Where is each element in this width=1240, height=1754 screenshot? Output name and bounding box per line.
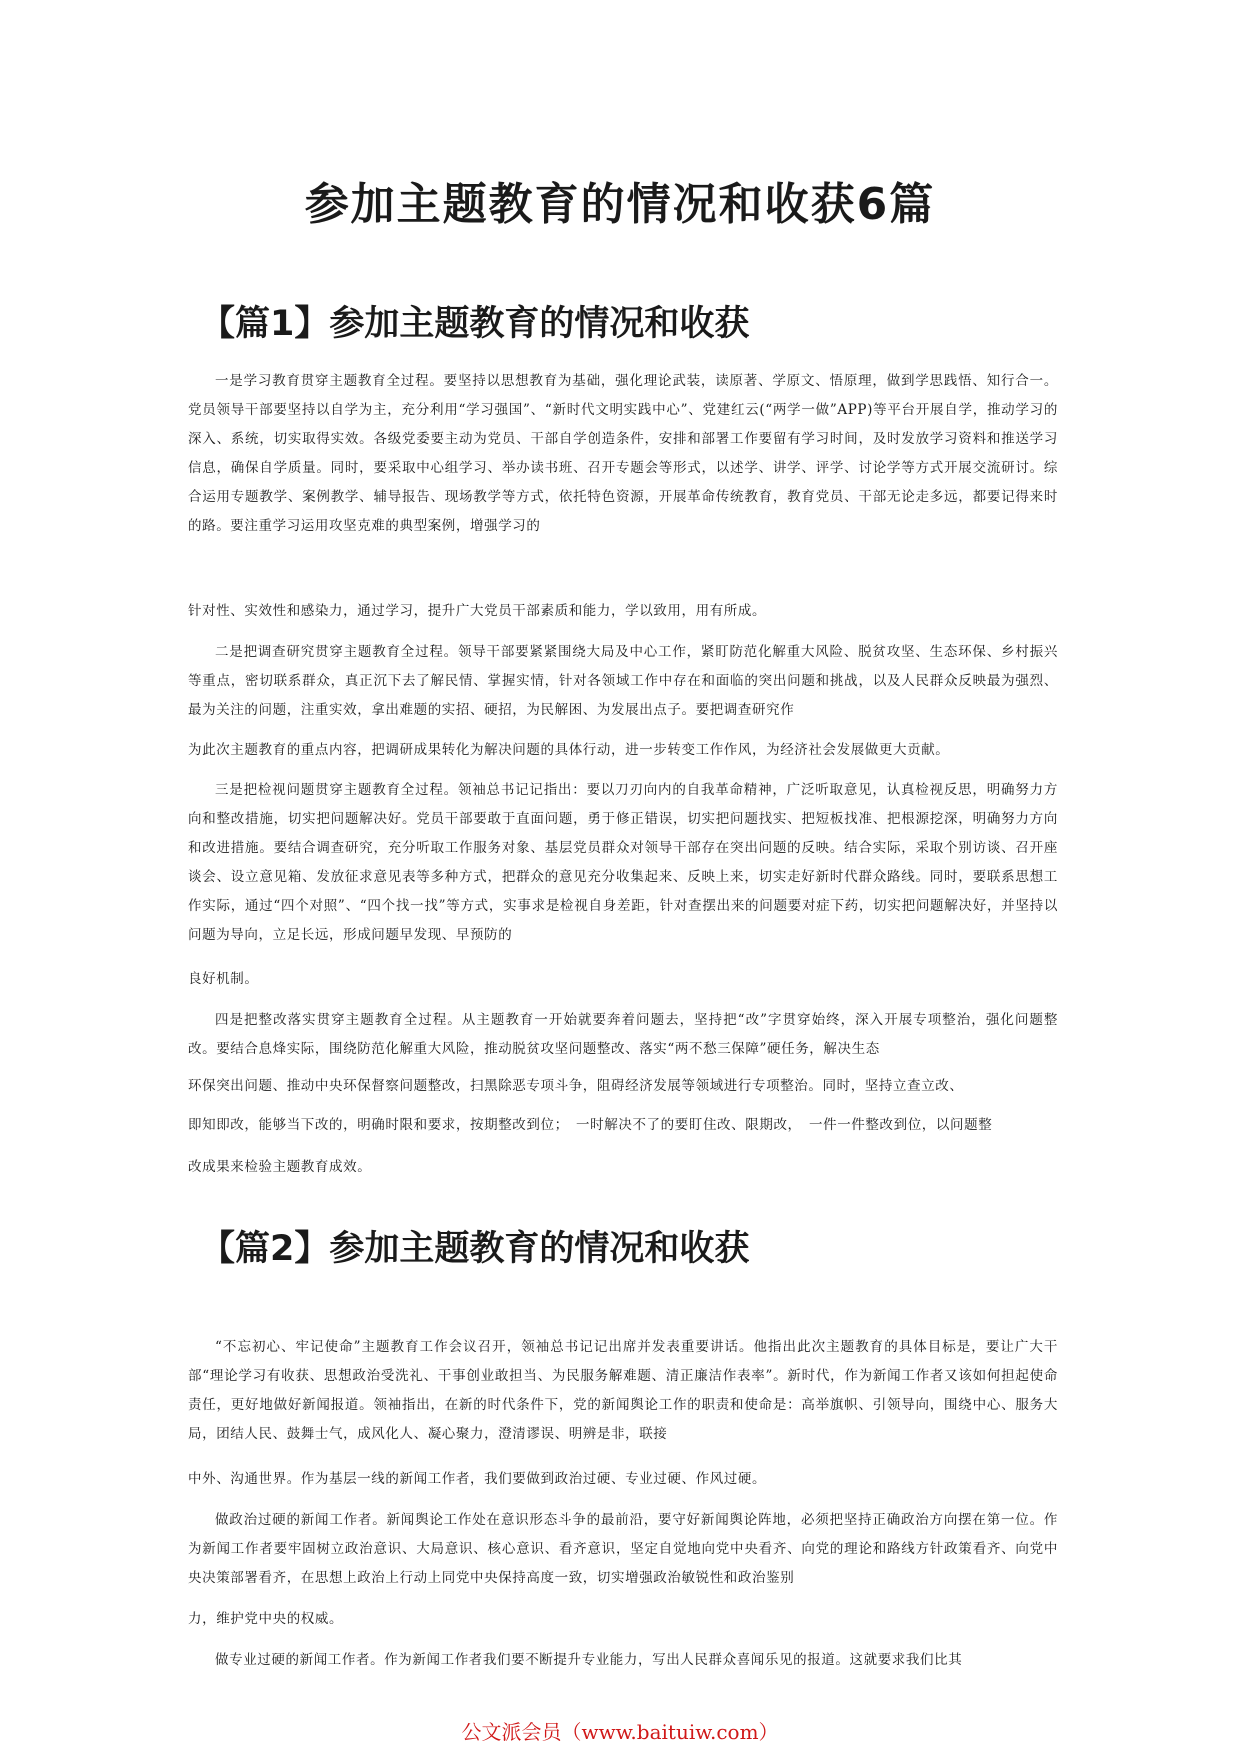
section1-paragraph-4: 四是把整改落实贯穿主题教育全过程。从主题教育一开始就要奔着问题去，坚持把“改”字贯穿始终，深入开展专项整治，强化问题整改。要结合息烽实际，围绕防范化解重大风险，推动脱贫攻坚问题整改、落实“两不愁三保障”硬任务，解决生态: [188, 1012, 1058, 1057]
section2-paragraph-1-tail: 中外、沟通世界。作为基层一线的新闻工作者，我们要做到政治过硬、专业过硬、作风过硬。: [188, 1471, 767, 1487]
section1-paragraph-4-line-4: 即知即改，能够当下改的，明确时限和要求，按期整改到位； 一时解决不了的要盯住改、限期改， 一件一件整改到位，以问题整: [188, 1117, 993, 1133]
section2-paragraph-3: 做专业过硬的新闻工作者。作为新闻工作者我们要不断提升专业能力，写出人民群众喜闻乐见的报道。这就要求我们比其: [215, 1652, 963, 1668]
section1-paragraph-4-line-3: 环保突出问题、推动中央环保督察问题整改，扫黑除恶专项斗争，阻碍经济发展等领域进行专项整治。同时，坚持立查立改、: [188, 1078, 964, 1094]
section1-paragraph-4-tail: 改成果来检验主题教育成效。: [188, 1159, 372, 1175]
section1-paragraph-1-tail: 针对性、实效性和感染力，通过学习，提升广大党员干部素质和能力，学以致用，用有所成。: [188, 603, 767, 619]
section2-paragraph-1: “不忘初心、牢记使命”主题教育工作会议召开，领袖总书记记出席并发表重要讲话。他指出此次主题教育的具体目标是，要让广大干部“理论学习有收获、思想政治受洗礼、干事创业敢担当、为民服务解难题、清正廉洁作表率”。新时代，作为新闻工作者又该如何担起使命责任，更好地做好新闻报道。领袖指出，在新的时代条件下，党的新闻舆论工作的职责和使命是：高举旗帜、引领导向，围绕中心、服务大局，团结人民、鼓舞士气，成风化人、凝心聚力，澄清谬误、明辨是非，联接: [188, 1339, 1058, 1442]
section1-paragraph-2-tail: 为此次主题教育的重点内容，把调研成果转化为解决问题的具体行动，进一步转变工作作风，为经济社会发展做更大贡献。: [188, 742, 950, 758]
page-title: 参加主题教育的情况和收获6篇: [304, 179, 936, 230]
footer-watermark: 公文派会员（www.baituiw.com）: [461, 1720, 779, 1744]
section2-heading: 【篇2】参加主题教育的情况和收获: [200, 1229, 750, 1269]
section1-paragraph-2: 二是把调查研究贯穿主题教育全过程。领导干部要紧紧围绕大局及中心工作，紧盯防范化解重大风险、脱贫攻坚、生态环保、乡村振兴等重点，密切联系群众，真正沉下去了解民情、掌握实情，针对各领域工作中存在和面临的突出问题和挑战，以及人民群众反映最为强烈、最为关注的问题，注重实效，拿出难题的实招、硬招，为民解困、为发展出点子。要把调查研究作: [188, 644, 1058, 718]
section1-heading: 【篇1】参加主题教育的情况和收获: [200, 304, 750, 344]
section1-paragraph-3: 三是把检视问题贯穿主题教育全过程。领袖总书记记指出：要以刀刃向内的自我革命精神，广泛听取意见，认真检视反思，明确努力方向和整改措施，切实把问题解决好。党员干部要敢于直面问题，勇于修正错误，切实把问题找实、把短板找准、把根源挖深，明确努力方向和改进措施。要结合调查研究，充分听取工作服务对象、基层党员群众对领导干部存在突出问题的反映。结合实际，采取个别访谈、召开座谈会、设立意见箱、发放征求意见表等多种方式，把群众的意见充分收集起来、反映上来，切实走好新时代群众路线。同时，要联系思想工作实际，通过“四个对照”、“四个找一找”等方式，实事求是检视自身差距，针对查摆出来的问题要对症下药，切实把问题解决好，并坚持以问题为导向，立足长远，形成问题早发现、早预防的: [188, 782, 1058, 943]
section2-paragraph-2: 做政治过硬的新闻工作者。新闻舆论工作处在意识形态斗争的最前沿，要守好新闻舆论阵地，必须把坚持正确政治方向摆在第一位。作为新闻工作者要牢固树立政治意识、大局意识、核心意识、看齐意识，坚定自觉地向党中央看齐、向党的理论和路线方针政策看齐、向党中央决策部署看齐，在思想上政治上行动上同党中央保持高度一致，切实增强政治敏锐性和政治鉴别: [188, 1512, 1058, 1586]
section1-paragraph-3-tail: 良好机制。: [188, 971, 259, 987]
section1-paragraph-1: 一是学习教育贯穿主题教育全过程。要坚持以思想教育为基础，强化理论武装，读原著、学原文、悟原理，做到学思践悟、知行合一。党员领导干部要坚持以自学为主，充分利用“学习强国”、“新时代文明实践中心”、党建红云(“两学一做”APP)等平台开展自学，推动学习的深入、系统，切实取得实效。各级党委要主动为党员、干部自学创造条件，安排和部署工作要留有学习时间，及时发放学习资料和推送学习信息，确保自学质量。同时，要采取中心组学习、举办读书班、召开专题会等形式，以述学、讲学、评学、讨论学等方式开展交流研讨。综合运用专题教学、案例教学、辅导报告、现场教学等方式，依托特色资源，开展革命传统教育，教育党员、干部无论走多远，都要记得来时的路。要注重学习运用攻坚克难的典型案例，增强学习的: [188, 373, 1058, 534]
section2-paragraph-2-tail: 力，维护党中央的权威。: [188, 1611, 344, 1627]
